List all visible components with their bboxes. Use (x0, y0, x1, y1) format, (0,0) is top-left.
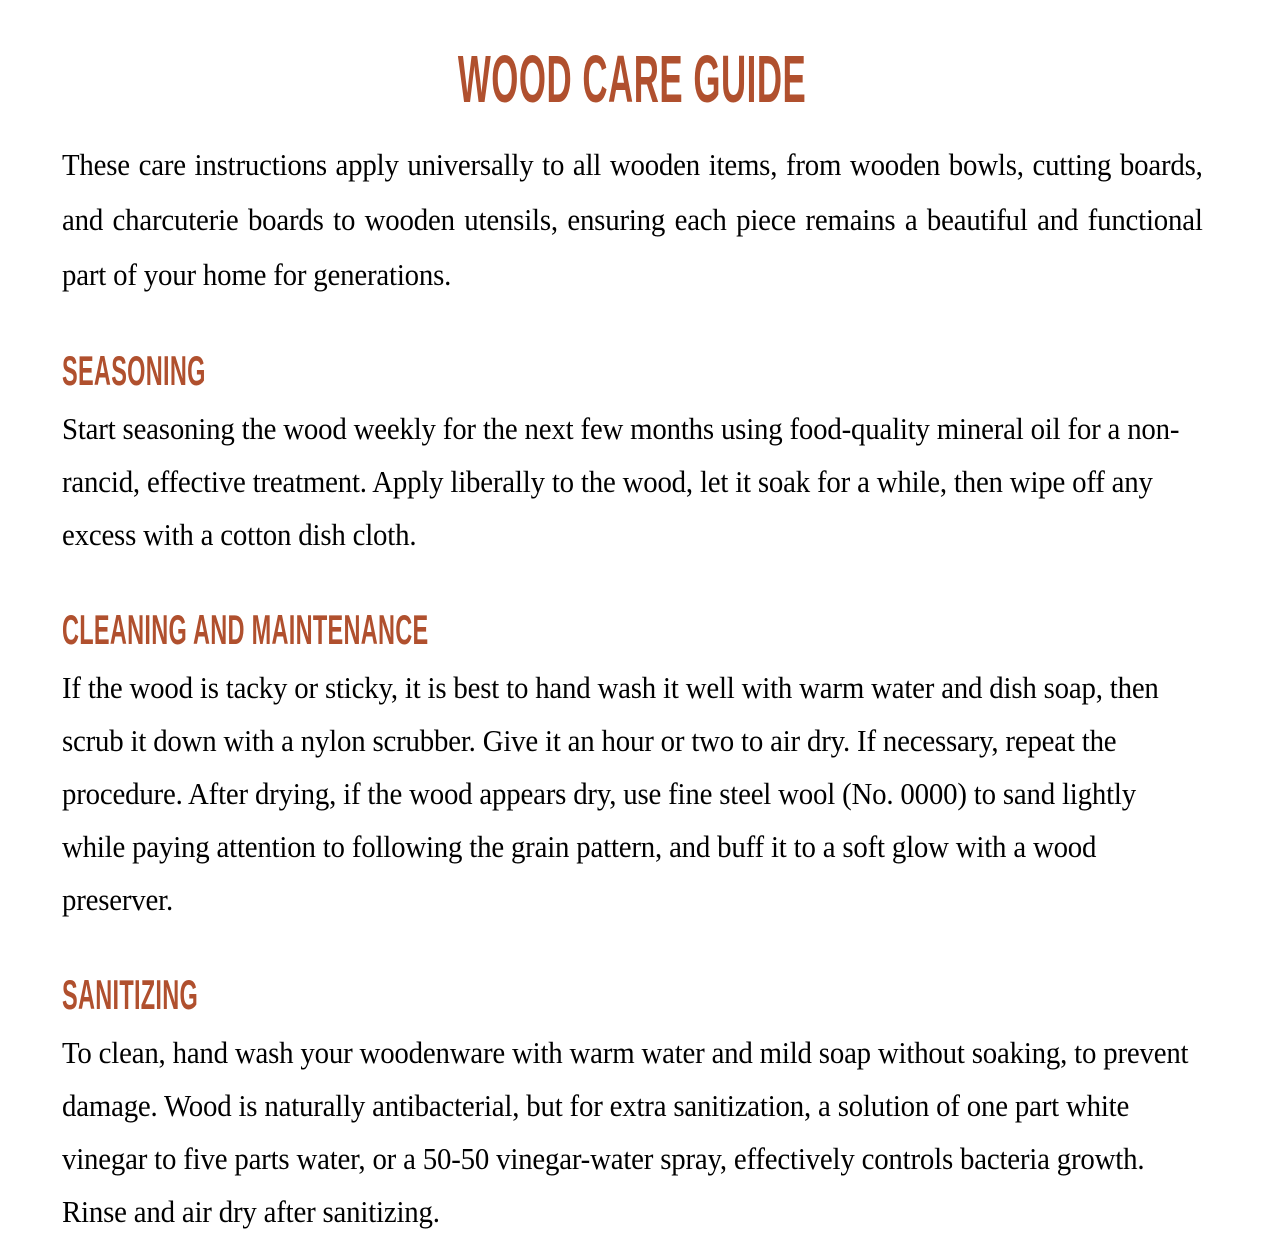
section-heading-cleaning-and-maintenance (62, 606, 1203, 653)
section-seasoning (62, 347, 1203, 561)
section-body-cleaning-and-maintenance: If the wood is tacky or sticky, it is best to hand wash it well with warm water and dish soap, then scrub it down with a nylon scrubber. Give it an hour or two to air dry. If necessary, repeat the procedure. After drying, if the wood appears dry, use fine steel wool (No. 0000) to sand lightly while paying attention to following the grain pattern, and buff it to a soft glow with a wood preserver. (62, 670, 1159, 917)
section-heading-seasoning (62, 347, 1203, 394)
page-title (62, 42, 1203, 117)
section-heading-sanitizing-text: SANITIZING (62, 971, 199, 1018)
section-body-sanitizing: To clean, hand wash your woodenware with warm water and mild soap without soaking, to prevent damage. Wood is naturally antibacterial, but for extra sanitization, a solution of one part white vinegar to five parts water, or a 50-50 vinegar-water spray, effectively controls bacteria growth. Rinse and air dry after sanitizing. (62, 1035, 1189, 1229)
page-title-text: WOOD CARE GUIDE (458, 42, 807, 117)
section-body-seasoning: Start seasoning the wood weekly for the next few months using food-quality mineral oil for a non-rancid, effective treatment. Apply liberally to the wood, let it soak for a while, then wipe off any excess with a cotton dish cloth. (62, 411, 1180, 552)
section-heading-cleaning-and-maintenance-text: CLEANING AND MAINTENANCE (62, 606, 429, 653)
section-cleaning-and-maintenance (62, 606, 1203, 926)
section-sanitizing (62, 971, 1203, 1238)
section-heading-sanitizing (62, 971, 1203, 1018)
intro-paragraph: These care instructions apply universally to all wooden items, from wooden bowls, cutting boards, and charcuterie boards to wooden utensils, ensuring each piece remains a beautiful and functional part of your home for generations. (62, 147, 1203, 292)
section-heading-seasoning-text: SEASONING (62, 347, 206, 394)
